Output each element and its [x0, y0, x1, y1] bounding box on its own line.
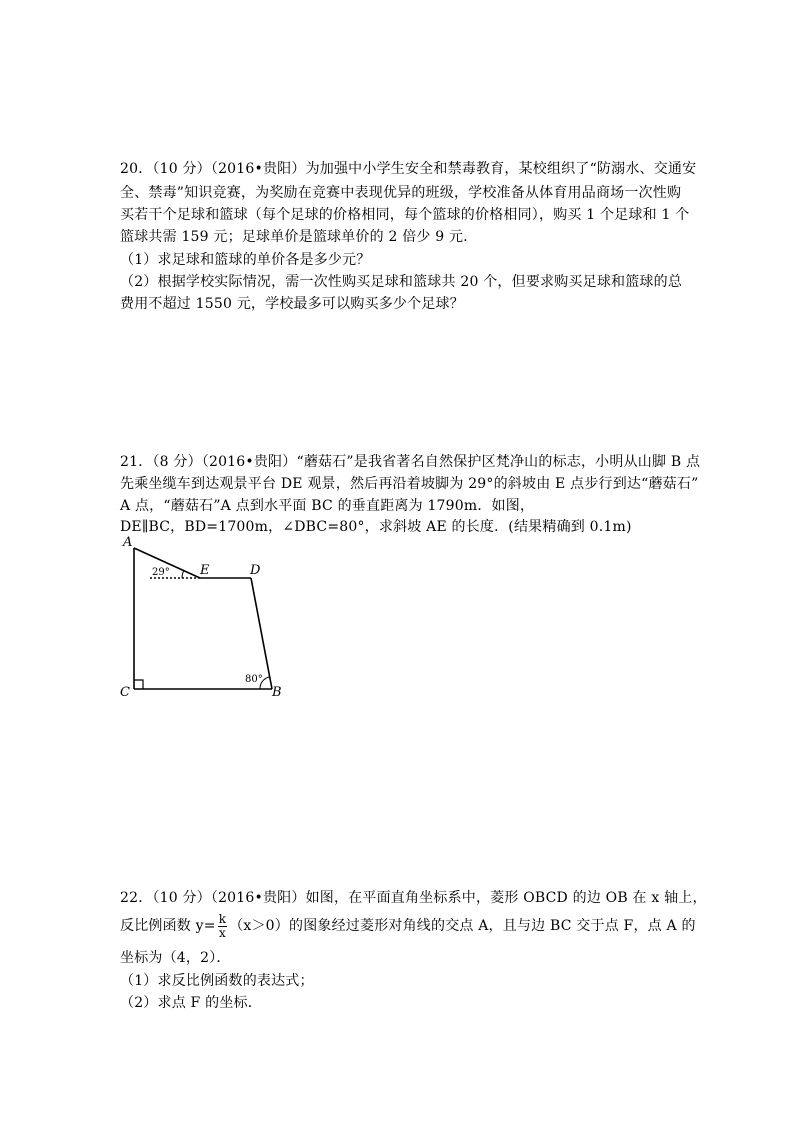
q21-line-4: DE∥BC，BD=1700m，∠DBC=80°，求斜坡 AE 的长度．(结果精确到 0.1m) [120, 519, 632, 535]
q22-line-2-prefix: 反比例函数 y= [120, 918, 216, 934]
angle-arc-e [182, 570, 184, 578]
angle-label-e: 29° [152, 567, 170, 578]
label-a: A [123, 535, 133, 550]
right-angle-mark [134, 680, 143, 689]
q22-line-3: 坐标为（4，2）． [120, 950, 231, 966]
label-b: B [272, 685, 282, 700]
q22-line-4: （1）求反比例函数的表达式； [120, 973, 314, 989]
fraction-numerator: k [218, 911, 227, 926]
q20-line-7: 费用不超过 1550 元，学校最多可以购买多少个足球？ [120, 296, 464, 312]
q20-line-1: 20．（10 分）（2016•贵阳）为加强中小学生安全和禁毒教育，某校组织了“防溺水、交通安 [120, 161, 697, 177]
angle-label-b: 80° [245, 674, 263, 685]
fraction-denominator: x [218, 925, 226, 940]
label-c: C [120, 685, 130, 700]
q21-line-3: A 点，“蘑菇石”A 点到水平面 BC 的垂直距离为 1790m．如图， [120, 498, 535, 514]
q22-line-2-suffix: （x＞0）的图象经过菱形对角线的交点 A，且与边 BC 交于点 F，点 A 的 [229, 918, 696, 934]
fraction-k-over-x [218, 913, 227, 940]
q20-line-3: 买若干个足球和篮球（每个足球的价格相同，每个篮球的价格相同），购买 1 个足球和 1 个 [120, 207, 690, 223]
q21-line-1: 21．（8 分）（2016•贵阳）“蘑菇石”是我省著名自然保护区梵净山的标志，小明从山脚 B 点 [120, 454, 701, 470]
q21-line-2: 先乘坐缆车到达观景平台 DE 观景，然后再沿着坡脚为 29°的斜坡由 E 点步行到达“蘑菇石” [120, 476, 699, 492]
slope-figure [112, 530, 302, 702]
q22-line-2 [120, 912, 696, 940]
segment-db [251, 578, 272, 689]
label-e: E [200, 563, 210, 578]
q20-line-2: 全、禁毒”知识竞赛，为奖励在竞赛中表现优异的班级，学校准备从体育用品商场一次性购 [120, 185, 682, 201]
label-d: D [250, 563, 261, 578]
q20-line-6: （2）根据学校实际情况，需一次性购买足球和篮球共 20 个，但要求购买足球和篮球的总 [120, 274, 683, 290]
q22-line-5: （2）求点 F 的坐标． [120, 995, 262, 1011]
q22-line-1: 22．（10 分）（2016•贵阳）如图，在平面直角坐标系中，菱形 OBCD 的边 OB 在 x 轴上， [120, 890, 707, 906]
q20-line-5: （1）求足球和篮球的单价各是多少元？ [120, 252, 371, 268]
q20-line-4: 篮球共需 159 元；足球单价是篮球单价的 2 倍少 9 元． [120, 229, 478, 245]
